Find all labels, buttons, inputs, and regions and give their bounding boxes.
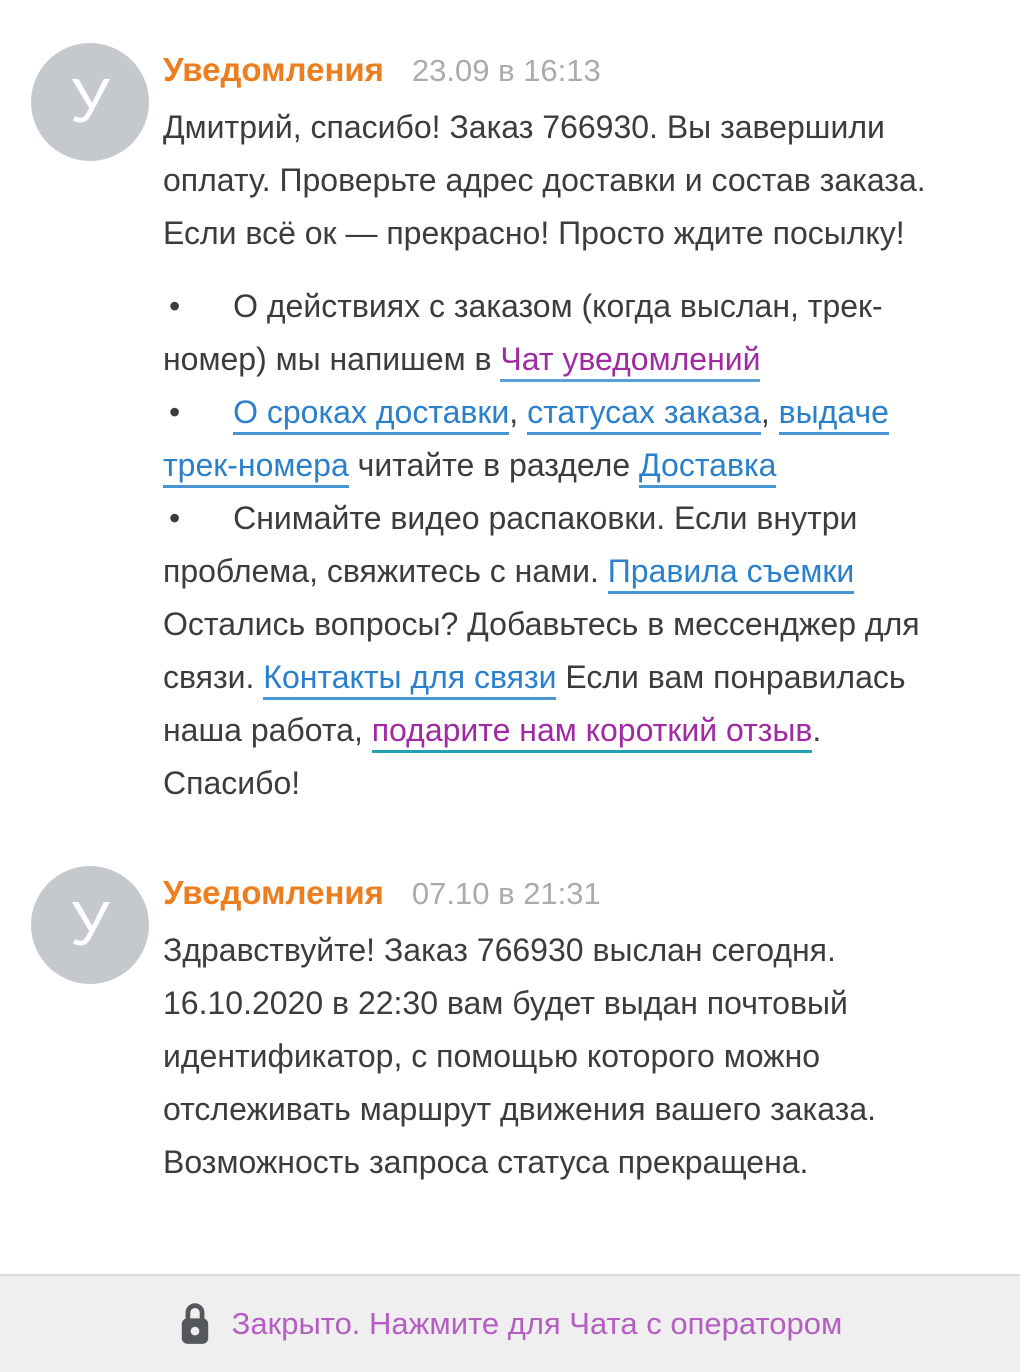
message-2 [31, 866, 965, 1189]
avatar-letter: У [70, 67, 110, 136]
text-run: Здравствуйте! Заказ 766930 выслан сегодня. 16.10.2020 в 22:30 вам будет выдан почтовый идентификатор, с помощью которого можно отслеживать маршрут движения вашего заказа. Возможность запроса статуса прекращена. [163, 932, 877, 1180]
link-order-statuses[interactable]: статусах заказа [527, 394, 761, 435]
list-item-delivery [163, 386, 965, 492]
link-delivery-terms[interactable]: О сроках доставки [233, 394, 509, 435]
text-run: Дмитрий, спасибо! Заказ 766930. Вы завершили оплату. Проверьте адрес доставки и состав заказа. [163, 109, 926, 198]
text-run: Если всё ок — прекрасно! Просто ждите посылку! [163, 215, 905, 251]
bullet-list [163, 280, 965, 598]
link-delivery-section[interactable]: Доставка [639, 447, 776, 488]
text-run: Остались вопросы? Добавьтесь в мессенджер для связи. [163, 606, 920, 695]
message-header [163, 51, 965, 89]
text-run: , [509, 394, 528, 430]
chat-closed-bar[interactable] [0, 1274, 1020, 1372]
message-paragraph [163, 924, 965, 1189]
link-notifications-chat[interactable]: Чат уведомлений [500, 341, 760, 382]
text-run: Снимайте видео распаковки. Если внутри проблема, свяжитесь с нами. [163, 500, 858, 589]
message-1 [31, 43, 965, 810]
message-header [163, 874, 965, 912]
lock-icon [178, 1301, 212, 1347]
link-contacts[interactable]: Контакты для связи [263, 659, 556, 700]
text-run: Если вам понравилась наша работа, [163, 659, 906, 748]
text-run: , [760, 394, 779, 430]
sender-name: Уведомления [163, 874, 384, 911]
link-leave-review[interactable]: подарите нам короткий отзыв [372, 712, 813, 753]
text-run: О действиях с заказом (когда выслан, трек-номер) мы напишем в [163, 288, 883, 377]
message-paragraph [163, 598, 965, 810]
timestamp: 07.10 в 21:31 [411, 876, 601, 911]
message-content [163, 866, 965, 1189]
list-item-unboxing [163, 492, 965, 598]
chat-closed-label[interactable]: Закрыто. Нажмите для Чата с оператором [231, 1306, 843, 1341]
list-item-actions [163, 280, 965, 386]
timestamp: 23.09 в 16:13 [411, 53, 601, 88]
avatar-letter: У [70, 890, 110, 959]
avatar [31, 43, 149, 161]
text-run: читайте в разделе [348, 447, 640, 483]
text-run: . Спасибо! [163, 712, 822, 801]
avatar [31, 866, 149, 984]
link-filming-rules[interactable]: Правила съемки [608, 553, 855, 594]
link-track-number[interactable]: выдаче трек-номера [163, 394, 889, 488]
message-content [163, 43, 965, 810]
sender-name: Уведомления [163, 51, 384, 88]
message-paragraph [163, 101, 965, 260]
